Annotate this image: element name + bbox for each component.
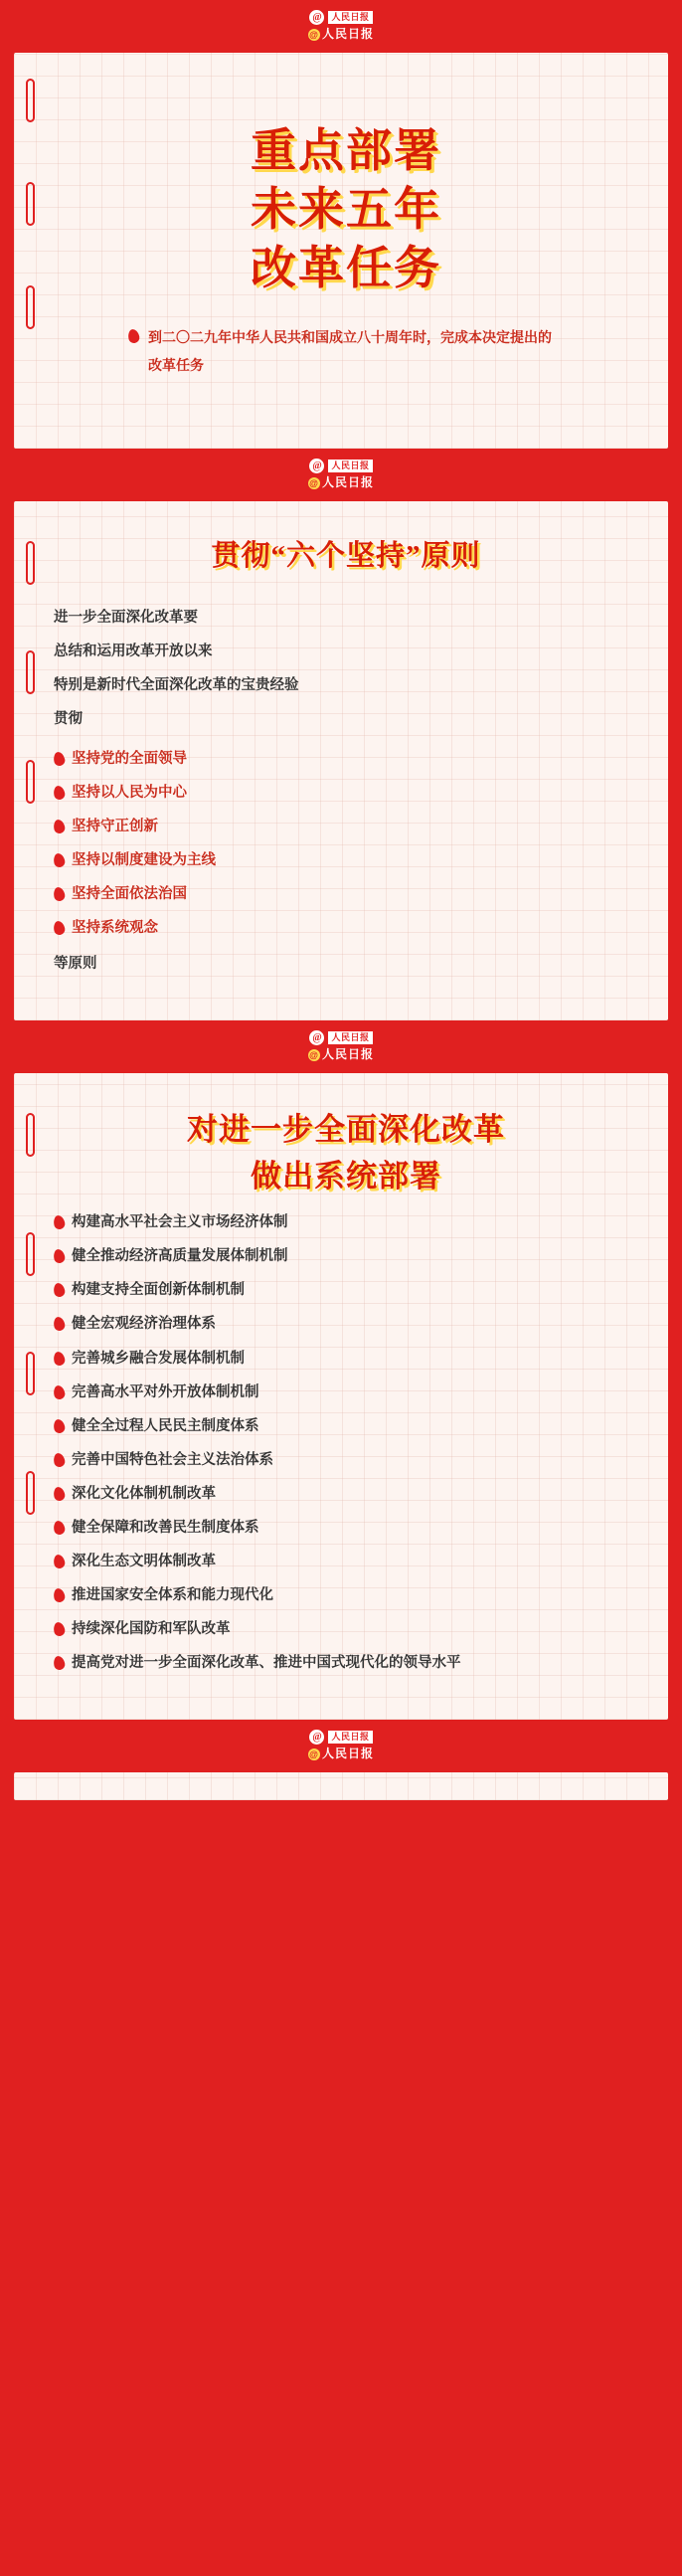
list-item-label: 坚持党的全面领导 xyxy=(72,751,187,768)
brand-handle-text: 人民日报 xyxy=(321,1047,374,1062)
people-daily-logo-icon: @ xyxy=(309,1030,324,1045)
water-drop-icon xyxy=(53,1351,67,1367)
brand-weibo-handle-2 xyxy=(308,1048,374,1061)
list-item xyxy=(54,1273,638,1307)
list-item xyxy=(54,843,638,877)
list-item xyxy=(54,776,638,810)
list-item-label: 深化生态文明体制改革 xyxy=(72,1553,216,1569)
water-drop-icon xyxy=(53,1418,67,1434)
section-1-lede-text: 到二〇二九年中华人民共和国成立八十周年时，完成本决定提出的改革任务 xyxy=(148,329,552,374)
list-item-label: 坚持以人民为中心 xyxy=(72,785,187,802)
list-item-label: 健全宏观经济治理体系 xyxy=(72,1316,216,1333)
list-item xyxy=(54,1239,638,1273)
section-3-bullet-list xyxy=(54,1205,638,1680)
people-daily-logo-icon: @ xyxy=(309,10,324,25)
brand-top-row-2 xyxy=(309,1030,372,1045)
section-3-wrapper xyxy=(0,1073,682,1720)
list-item-label: 持续深化国防和军队改革 xyxy=(72,1621,231,1638)
water-drop-icon xyxy=(53,1214,67,1230)
list-item-label: 深化文化体制机制改革 xyxy=(72,1485,216,1502)
brand-name-box: 人民日报 xyxy=(328,1731,372,1744)
list-item-label: 构建高水平社会主义市场经济体制 xyxy=(72,1214,288,1231)
water-drop-icon xyxy=(53,1587,67,1603)
list-item-label: 坚持守正创新 xyxy=(72,819,158,835)
water-drop-icon xyxy=(53,1554,67,1569)
list-item xyxy=(54,1307,638,1341)
section-2-paragraph-line-1: 进一步全面深化改革要 xyxy=(54,609,198,626)
brand-bar-2 xyxy=(0,1020,682,1073)
brand-handle-text: 人民日报 xyxy=(321,475,374,490)
section-2-tail-note: 等原则 xyxy=(54,956,97,973)
water-drop-icon xyxy=(53,852,67,868)
water-drop-icon xyxy=(53,819,67,834)
brand-top-row-1 xyxy=(309,459,372,473)
water-drop-icon xyxy=(53,751,67,767)
brand-weibo-handle-3 xyxy=(308,1748,374,1760)
list-item xyxy=(54,810,638,843)
list-item xyxy=(54,1612,638,1646)
brand-logo-group xyxy=(308,10,374,41)
people-daily-logo-icon: @ xyxy=(309,459,324,473)
section-1-title-line-3: 改革任务 xyxy=(251,242,441,293)
weibo-at-icon: @ xyxy=(309,1050,319,1061)
list-item-label: 坚持以制度建设为主线 xyxy=(72,852,216,869)
list-item-label: 坚持系统观念 xyxy=(72,920,158,937)
list-item xyxy=(54,1646,638,1680)
brand-name-box: 人民日报 xyxy=(328,460,372,472)
brand-logo-group-3 xyxy=(308,1730,374,1760)
list-item xyxy=(54,1511,638,1545)
brand-top-row xyxy=(309,10,372,25)
water-drop-icon xyxy=(127,328,141,344)
section-3-card xyxy=(14,1073,668,1720)
people-daily-logo-icon: @ xyxy=(309,1730,324,1745)
brand-name-box: 人民日报 xyxy=(328,1031,372,1044)
section-4-peek-card xyxy=(14,1772,668,1800)
section-1-card xyxy=(14,53,668,450)
section-1-title-block xyxy=(54,122,638,298)
section-2-card xyxy=(14,501,668,1020)
list-item xyxy=(54,742,638,776)
list-item-label: 推进国家安全体系和能力现代化 xyxy=(72,1586,273,1603)
list-item-label: 提高党对进一步全面深化改革、推进中国式现代化的领导水平 xyxy=(72,1655,461,1672)
weibo-at-icon: @ xyxy=(309,29,319,40)
binder-marks-2 xyxy=(26,501,38,1020)
water-drop-icon xyxy=(53,1316,67,1332)
section-2-paragraph-line-3: 特别是新时代全面深化改革的宝贵经验 xyxy=(54,676,299,693)
list-item xyxy=(54,877,638,911)
water-drop-icon xyxy=(53,920,67,936)
list-item xyxy=(54,1376,638,1409)
list-item xyxy=(54,1477,638,1511)
section-1-wrapper xyxy=(0,53,682,450)
brand-bar-3 xyxy=(0,1720,682,1772)
water-drop-icon xyxy=(53,1486,67,1502)
water-drop-icon xyxy=(53,1282,67,1298)
water-drop-icon xyxy=(53,1621,67,1637)
list-item xyxy=(54,1205,638,1239)
brand-handle-text: 人民日报 xyxy=(321,1747,374,1761)
water-drop-icon xyxy=(53,785,67,801)
section-4-peek-wrapper xyxy=(0,1772,682,1800)
section-1-title-line-1: 重点部署 xyxy=(251,124,441,176)
section-2-title: 贯彻“六个坚持”原则 xyxy=(211,540,481,573)
list-item xyxy=(54,1443,638,1477)
brand-handle-text: 人民日报 xyxy=(321,27,374,41)
list-item-label: 完善中国特色社会主义法治体系 xyxy=(72,1451,273,1468)
section-3-title-line-1: 对进一步全面深化改革 xyxy=(187,1112,505,1148)
list-item-label: 健全保障和改善民生制度体系 xyxy=(72,1519,259,1536)
list-item-label: 坚持全面依法治国 xyxy=(72,886,187,903)
section-3-title-line-2: 做出系统部署 xyxy=(251,1158,441,1194)
brand-top-row-3 xyxy=(309,1730,372,1745)
list-item xyxy=(54,1578,638,1612)
brand-name-box: 人民日报 xyxy=(328,11,372,24)
section-2-paragraph xyxy=(54,601,638,736)
list-item xyxy=(54,1342,638,1376)
section-1-title-line-2: 未来五年 xyxy=(251,183,441,235)
list-item-label: 完善城乡融合发展体制机制 xyxy=(72,1350,245,1367)
section-1-lede xyxy=(132,323,560,379)
water-drop-icon xyxy=(53,1655,67,1671)
water-drop-icon xyxy=(53,1520,67,1536)
brand-bar-1 xyxy=(0,449,682,501)
list-item xyxy=(54,1545,638,1578)
section-2-wrapper xyxy=(0,501,682,1020)
binder-marks-1 xyxy=(26,53,38,450)
brand-weibo-handle xyxy=(308,28,374,41)
section-2-paragraph-line-4: 贯彻 xyxy=(54,710,83,727)
water-drop-icon xyxy=(53,1384,67,1400)
list-item-label: 完善高水平对外开放体制机制 xyxy=(72,1383,259,1400)
binder-marks-3 xyxy=(26,1073,38,1720)
list-item-label: 构建支持全面创新体制机制 xyxy=(72,1282,245,1299)
water-drop-icon xyxy=(53,1452,67,1468)
weibo-at-icon: @ xyxy=(309,1749,319,1759)
brand-logo-group-2 xyxy=(308,1030,374,1061)
brand-bar-top xyxy=(0,0,682,53)
water-drop-icon xyxy=(53,886,67,902)
list-item-label: 健全全过程人民民主制度体系 xyxy=(72,1417,259,1434)
section-2-paragraph-line-2: 总结和运用改革开放以来 xyxy=(54,643,213,659)
section-2-bullet-list xyxy=(54,742,638,945)
brand-logo-group-1 xyxy=(308,459,374,489)
list-item-label: 健全推动经济高质量发展体制机制 xyxy=(72,1248,288,1265)
water-drop-icon xyxy=(53,1248,67,1264)
brand-weibo-handle-1 xyxy=(308,476,374,489)
list-item xyxy=(54,1409,638,1443)
list-item xyxy=(54,911,638,945)
weibo-at-icon: @ xyxy=(309,478,319,489)
